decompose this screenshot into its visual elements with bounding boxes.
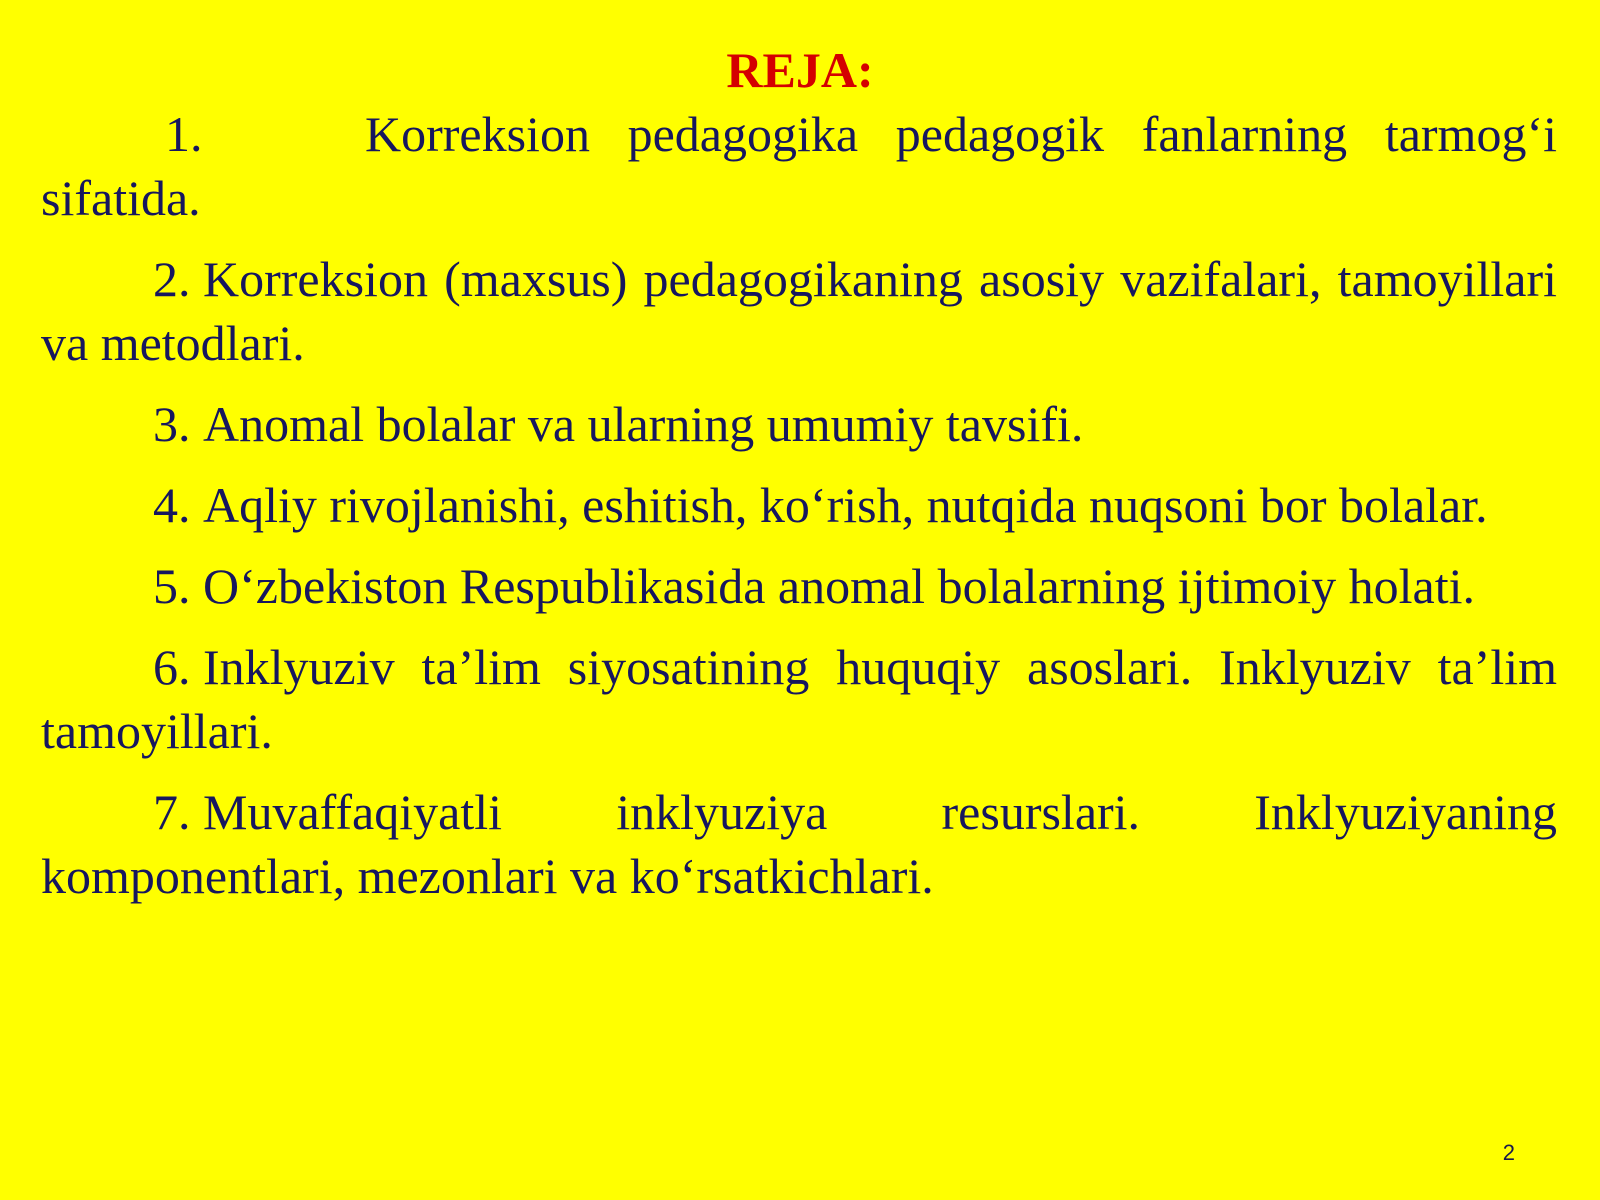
plan-item-number: 7. xyxy=(153,784,191,840)
plan-item-5 xyxy=(41,554,1557,618)
plan-item-4 xyxy=(41,473,1557,537)
plan-item-1 xyxy=(41,102,1557,230)
plan-item-7 xyxy=(41,780,1557,908)
plan-item-text: Muvaffaqiyatli inklyuziya resurslari. Inklyuziyaning komponentlari, mezonlari va ko‘rsatkichlari. xyxy=(41,784,1557,904)
plan-item-text: Inklyuziv ta’lim siyosatining huquqiy asoslari. Inklyuziv ta’lim tamoyillari. xyxy=(41,639,1557,759)
plan-item-number: 5. xyxy=(153,558,191,614)
plan-item-number: 3. xyxy=(153,396,191,452)
plan-item-number: 2. xyxy=(153,251,191,307)
plan-item-text: Korreksion (maxsus) pedagogikaning asosiy vazifalari, tamoyillari va metodlari. xyxy=(41,251,1557,371)
plan-item-number: 6. xyxy=(153,639,191,695)
plan-item-text: Korreksion pedagogika pedagogik fanlarning tarmog‘i sifatida. xyxy=(41,106,1557,226)
plan-item-3 xyxy=(41,392,1557,456)
plan-item-number: 4. xyxy=(153,477,191,533)
plan-item-text: Aqliy rivojlanishi, eshitish, ko‘rish, nutqida nuqsoni bor bolalar. xyxy=(203,477,1488,533)
plan-item-2 xyxy=(41,247,1557,375)
page-number: 2 xyxy=(1502,1140,1515,1165)
plan-item-6 xyxy=(41,635,1557,763)
plan-list xyxy=(41,102,1557,925)
slide-title: REJA: xyxy=(726,42,874,98)
plan-item-text: O‘zbekiston Respublikasida anomal bolalarning ijtimoiy holati. xyxy=(203,558,1475,614)
plan-item-text: Anomal bolalar va ularning umumiy tavsifi. xyxy=(203,396,1084,452)
plan-item-number: 1. xyxy=(165,106,203,162)
